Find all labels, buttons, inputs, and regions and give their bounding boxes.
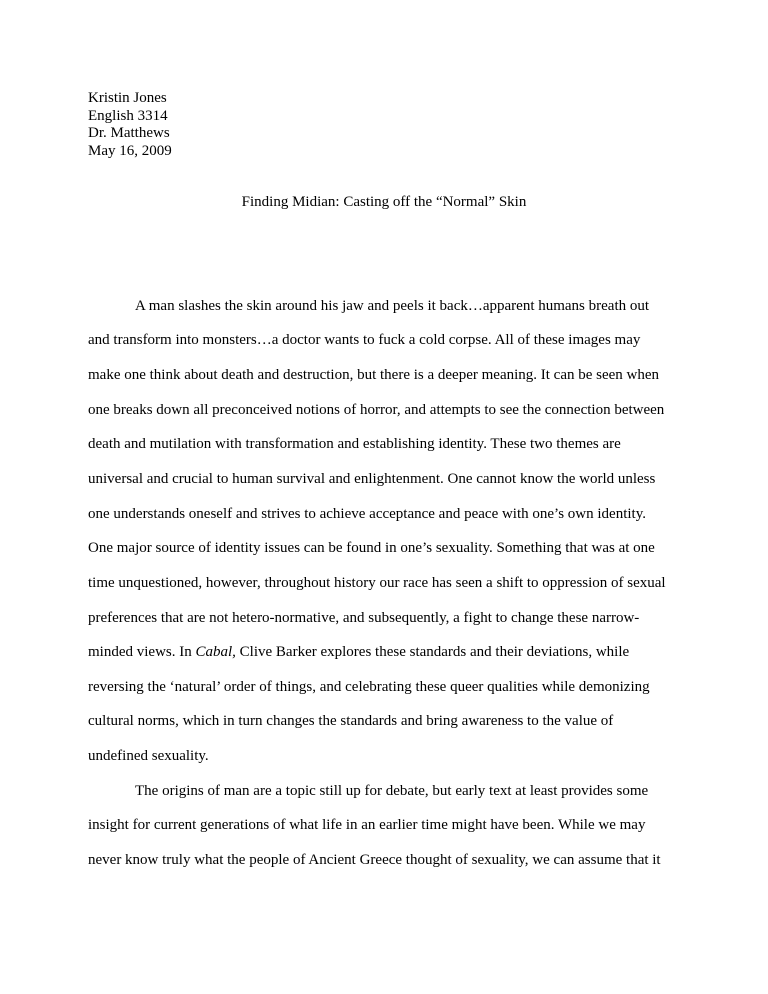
body-line: make one think about death and destruction, but there is a deeper meaning. It can be seen when — [88, 367, 660, 383]
body-line: death and mutilation with transformation and establishing identity. These two themes are — [88, 436, 621, 452]
body-line: The origins of man are a topic still up for debate, but early text at least provides some — [135, 783, 649, 799]
body-line: cultural norms, which in turn changes the standards and bring awareness to the value of — [88, 713, 614, 729]
body-line: and transform into monsters…a doctor wants to fuck a cold corpse. All of these images may — [88, 332, 641, 348]
body-line: time unquestioned, however, throughout history our race has seen a shift to oppression of sexual — [88, 575, 666, 591]
body-line: insight for current generations of what life in an earlier time might have been. While we may — [88, 817, 646, 833]
body-line: never know truly what the people of Ancient Greece thought of sexuality, we can assume that it — [88, 852, 661, 868]
document-date: May 16, 2009 — [88, 142, 172, 159]
header-block — [88, 90, 172, 160]
body-line: undefined sexuality. — [88, 748, 209, 764]
author-name: Kristin Jones — [88, 90, 167, 106]
body-text: minded views. In — [88, 644, 196, 660]
instructor-name: Dr. Matthews — [88, 125, 170, 141]
body-line: One major source of identity issues can be found in one’s sexuality. Something that was at one — [88, 540, 655, 556]
body-line: reversing the ‘natural’ order of things, and celebrating these queer qualities while demonizing — [88, 679, 650, 695]
body-line: A man slashes the skin around his jaw and peels it back…apparent humans breath out — [135, 298, 650, 314]
body-line: preferences that are not hetero-normative, and subsequently, a fight to change these narrow- — [88, 610, 640, 626]
body-line: universal and crucial to human survival and enlightenment. One cannot know the world unless — [88, 471, 656, 487]
essay-title: Finding Midian: Casting off the “Normal” Skin — [241, 194, 527, 210]
body-text: Clive Barker explores these standards and their deviations, while — [235, 644, 630, 660]
course-name: English 3314 — [88, 107, 168, 124]
book-title-cabal: Cabal, — [195, 644, 236, 660]
body-line: one breaks down all preconceived notions of horror, and attempts to see the connection between — [88, 402, 665, 418]
body-line — [88, 644, 629, 661]
body-line: one understands oneself and strives to achieve acceptance and peace with one’s own identity. — [88, 506, 646, 522]
